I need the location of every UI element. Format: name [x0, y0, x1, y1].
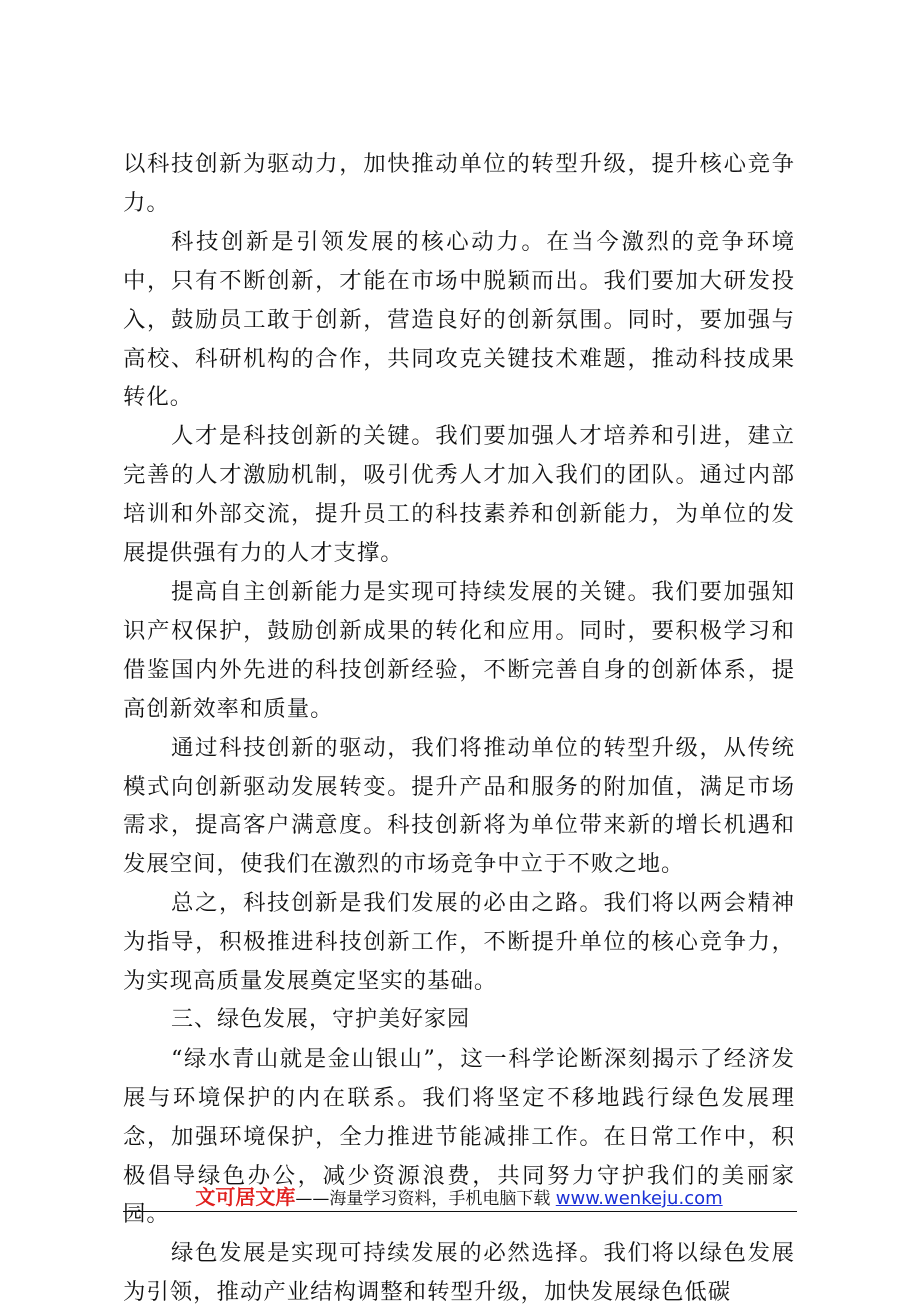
- page-footer: [123, 1182, 795, 1212]
- document-body: [123, 145, 795, 1312]
- paragraph-tech-innovation-core: 科技创新是引领发展的核心动力。在当今激烈的竞争环境中，只有不断创新，才能在市场中脱颖而出。我们要加大研发投入，鼓励员工敢于创新，营造良好的创新氛围。同时，要加强与高校、科研机构的合作，共同攻克关键技术难题，推动科技成果转化。: [123, 228, 795, 411]
- paragraph-independent-innovation: 提高自主创新能力是实现可持续发展的关键。我们要加强知识产权保护，鼓励创新成果的转化和应用。同时，要积极学习和借鉴国内外先进的科技创新经验，不断完善自身的创新体系，提高创新效率和质量。: [123, 578, 795, 722]
- paragraph-talent: 人才是科技创新的关键。我们要加强人才培养和引进，建立完善的人才激励机制，吸引优秀人才加入我们的团队。通过内部培训和外部交流，提升员工的科技素养和创新能力，为单位的发展提供强有力的人才支撑。: [123, 423, 795, 567]
- footer-tagline: ——海量学习资料，手机电脑下载: [295, 1189, 551, 1209]
- section-heading-green-development: 三、绿色发展，守护美好家园: [171, 1006, 471, 1032]
- footer-divider: [123, 1211, 797, 1212]
- paragraph-continuation: 以科技创新为驱动力，加快推动单位的转型升级，提升核心竞争力。: [123, 151, 795, 216]
- paragraph-summary: 总之，科技创新是我们发展的必由之路。我们将以两会精神为指导，积极推进科技创新工作，不断提升单位的核心竞争力，为实现高质量发展奠定坚实的基础。: [123, 890, 795, 995]
- paragraph-green-sustainable: 绿色发展是实现可持续发展的必然选择。我们将以绿色发展为引领，推动产业结构调整和转型升级，加快发展绿色低碳: [123, 1240, 795, 1306]
- footer-url-link[interactable]: www.wenkeju.com: [555, 1188, 723, 1209]
- footer-brand: 文可居文库: [195, 1185, 296, 1209]
- paragraph-transformation: 通过科技创新的驱动，我们将推动单位的转型升级，从传统模式向创新驱动发展转变。提升产品和服务的附加值，满足市场需求，提高客户满意度。科技创新将为单位带来新的增长机遇和发展空间，使我们在激烈的市场竞争中立于不败之地。: [123, 734, 795, 878]
- paragraph-green-mountains: “绿水青山就是金山银山”，这一科学论断深刻揭示了经济发展与环境保护的内在联系。我们将坚定不移地践行绿色发展理念，加强环境保护，全力推进节能减排工作。在日常工作中，积极倡导绿色办公，减少资源浪费，共同努力守护我们的美丽家园。: [123, 1045, 795, 1228]
